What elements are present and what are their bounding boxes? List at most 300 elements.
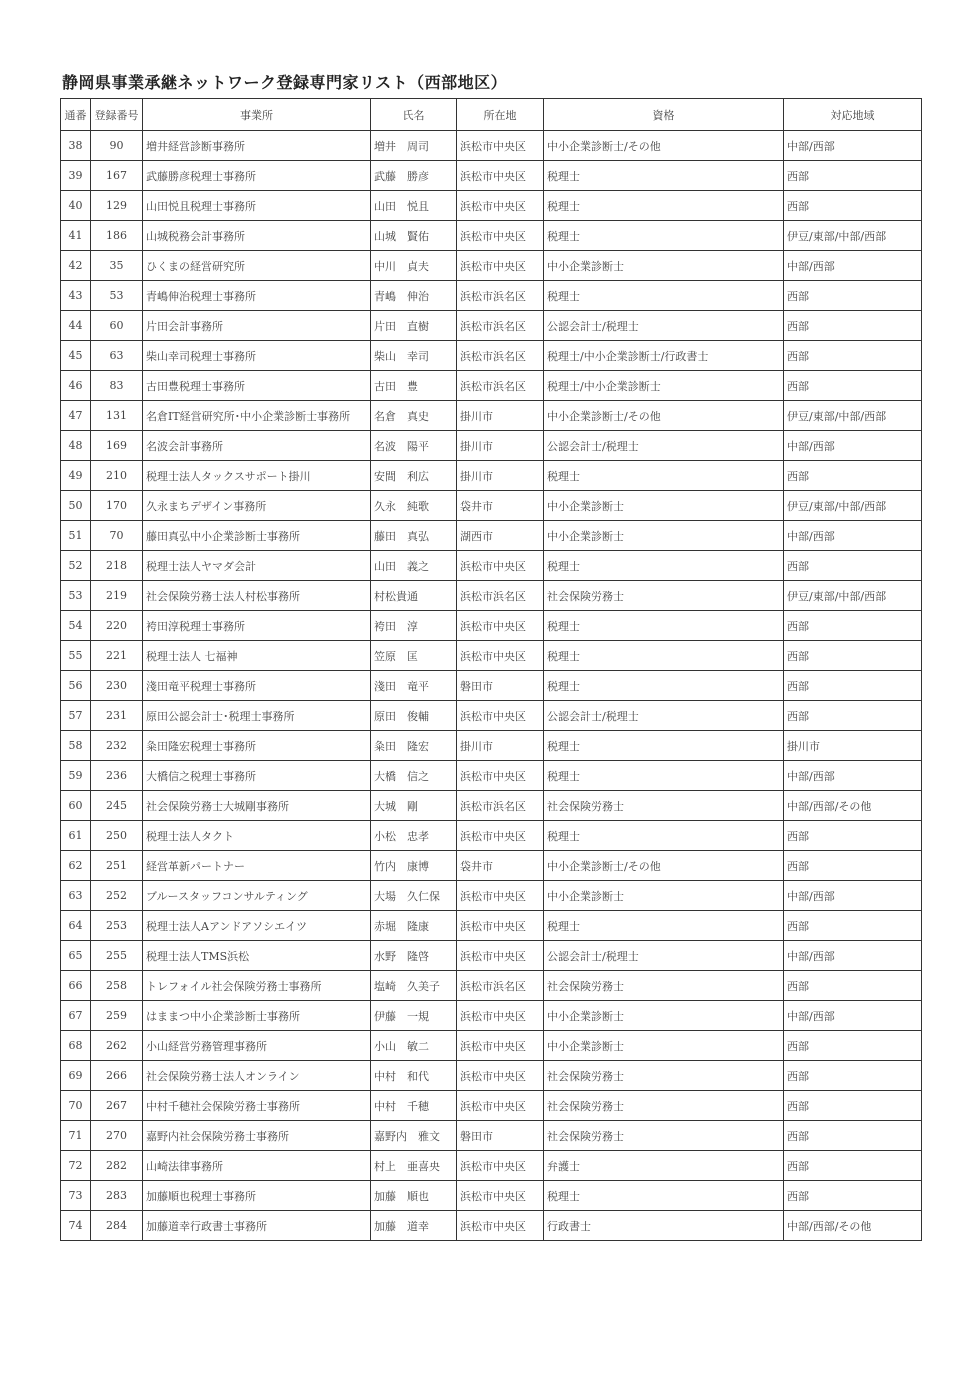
cell-office: 武藤勝彦税理士事務所 [143,161,371,191]
cell-qualification: 中小企業診断士 [544,491,784,521]
cell-location: 浜松市中央区 [457,1181,544,1211]
cell-serial: 69 [61,1061,91,1091]
cell-qualification: 中小企業診断士 [544,521,784,551]
table-row [61,281,922,311]
cell-serial: 63 [61,881,91,911]
cell-region: 中部/西部 [784,941,922,971]
cell-location: 浜松市中央区 [457,761,544,791]
cell-serial: 44 [61,311,91,341]
cell-serial: 68 [61,1031,91,1061]
cell-location: 磐田市 [457,671,544,701]
cell-serial: 51 [61,521,91,551]
table-row [61,911,922,941]
cell-office: 中村千穂社会保険労務士事務所 [143,1091,371,1121]
cell-region: 中部/西部 [784,251,922,281]
cell-name: 笠原 匡 [371,641,457,671]
cell-name: 小松 忠孝 [371,821,457,851]
cell-registration-no: 220 [91,611,143,641]
cell-office: 税理士法人タクト [143,821,371,851]
cell-region: 中部/西部 [784,1001,922,1031]
table-row [61,581,922,611]
table-row [61,341,922,371]
cell-region: 西部 [784,281,922,311]
cell-qualification: 税理士 [544,671,784,701]
cell-registration-no: 210 [91,461,143,491]
cell-office: 柴山幸司税理士事務所 [143,341,371,371]
header-serial: 通番 [61,99,91,131]
cell-registration-no: 232 [91,731,143,761]
cell-qualification: 弁護士 [544,1151,784,1181]
cell-office: 税理士法人 七福神 [143,641,371,671]
cell-registration-no: 250 [91,821,143,851]
cell-qualification: 中小企業診断士/その他 [544,851,784,881]
cell-region: 西部 [784,1121,922,1151]
cell-registration-no: 270 [91,1121,143,1151]
cell-serial: 56 [61,671,91,701]
cell-location: 浜松市中央区 [457,1091,544,1121]
cell-location: 浜松市中央区 [457,941,544,971]
cell-qualification: 税理士/中小企業診断士 [544,371,784,401]
table-row [61,671,922,701]
cell-office: 山崎法律事務所 [143,1151,371,1181]
cell-location: 浜松市浜名区 [457,791,544,821]
cell-office: 小山経営労務管理事務所 [143,1031,371,1061]
cell-name: 大城 剛 [371,791,457,821]
cell-serial: 46 [61,371,91,401]
cell-registration-no: 252 [91,881,143,911]
cell-name: 小山 敏二 [371,1031,457,1061]
table-row [61,251,922,281]
cell-registration-no: 262 [91,1031,143,1061]
cell-name: 大橋 信之 [371,761,457,791]
cell-office: 加藤道幸行政書士事務所 [143,1211,371,1241]
cell-name: 片田 直樹 [371,311,457,341]
cell-office: 税理士法人ヤマダ会計 [143,551,371,581]
cell-serial: 66 [61,971,91,1001]
cell-qualification: 社会保険労務士 [544,1061,784,1091]
cell-office: ブルースタッフコンサルティング [143,881,371,911]
cell-name: 柴山 幸司 [371,341,457,371]
cell-serial: 57 [61,701,91,731]
cell-location: 掛川市 [457,731,544,761]
cell-registration-no: 284 [91,1211,143,1241]
cell-name: 山田 義之 [371,551,457,581]
cell-office: 原田公認会計士･税理士事務所 [143,701,371,731]
cell-location: 浜松市中央区 [457,881,544,911]
cell-registration-no: 283 [91,1181,143,1211]
cell-office: 山城税務会計事務所 [143,221,371,251]
cell-registration-no: 230 [91,671,143,701]
cell-office: 片田会計事務所 [143,311,371,341]
cell-office: 淺田竜平税理士事務所 [143,671,371,701]
cell-name: 粂田 隆宏 [371,731,457,761]
cell-name: 伊藤 一規 [371,1001,457,1031]
cell-office: 山田悦且税理士事務所 [143,191,371,221]
cell-region: 西部 [784,1031,922,1061]
cell-location: 浜松市中央区 [457,131,544,161]
cell-serial: 53 [61,581,91,611]
cell-registration-no: 131 [91,401,143,431]
cell-serial: 41 [61,221,91,251]
cell-office: 名波会計事務所 [143,431,371,461]
cell-qualification: 中小企業診断士/その他 [544,131,784,161]
table-row [61,761,922,791]
cell-name: 古田 豊 [371,371,457,401]
cell-region: 西部 [784,911,922,941]
cell-registration-no: 70 [91,521,143,551]
cell-region: 西部 [784,1061,922,1091]
cell-region: 西部 [784,641,922,671]
cell-location: 浜松市中央区 [457,1061,544,1091]
cell-serial: 38 [61,131,91,161]
cell-qualification: 中小企業診断士 [544,1001,784,1031]
cell-qualification: 社会保険労務士 [544,1121,784,1151]
cell-region: 西部 [784,1151,922,1181]
cell-office: はままつ中小企業診断士事務所 [143,1001,371,1031]
cell-location: 浜松市中央区 [457,551,544,581]
cell-name: 加藤 道幸 [371,1211,457,1241]
cell-name: 中村 千穂 [371,1091,457,1121]
header-name: 氏名 [371,99,457,131]
cell-qualification: 税理士 [544,461,784,491]
cell-name: 淺田 竜平 [371,671,457,701]
cell-location: 浜松市中央区 [457,911,544,941]
cell-registration-no: 90 [91,131,143,161]
cell-qualification: 税理士 [544,1181,784,1211]
cell-serial: 39 [61,161,91,191]
cell-location: 浜松市中央区 [457,701,544,731]
cell-office: 税理士法人タックスサポート掛川 [143,461,371,491]
cell-region: 伊豆/東部/中部/西部 [784,491,922,521]
cell-serial: 48 [61,431,91,461]
cell-office: 大橋信之税理士事務所 [143,761,371,791]
header-location: 所在地 [457,99,544,131]
cell-serial: 74 [61,1211,91,1241]
cell-location: 浜松市中央区 [457,611,544,641]
cell-region: 西部 [784,701,922,731]
cell-region: 西部 [784,371,922,401]
cell-name: 中村 和代 [371,1061,457,1091]
table-row [61,311,922,341]
cell-office: 社会保険労務士法人村松事務所 [143,581,371,611]
table-row [61,221,922,251]
cell-qualification: 社会保険労務士 [544,1091,784,1121]
cell-qualification: 税理士/中小企業診断士/行政書士 [544,341,784,371]
cell-location: 浜松市浜名区 [457,581,544,611]
cell-location: 浜松市中央区 [457,251,544,281]
table-row [61,431,922,461]
cell-region: 中部/西部 [784,761,922,791]
cell-office: 増井経営診断事務所 [143,131,371,161]
cell-qualification: 税理士 [544,761,784,791]
table-row [61,551,922,581]
cell-name: 武藤 勝彦 [371,161,457,191]
header-region: 対応地域 [784,99,922,131]
cell-location: 袋井市 [457,851,544,881]
cell-office: 社会保険労務士法人オンライン [143,1061,371,1091]
cell-registration-no: 221 [91,641,143,671]
cell-region: 西部 [784,671,922,701]
cell-serial: 64 [61,911,91,941]
cell-serial: 72 [61,1151,91,1181]
cell-registration-no: 60 [91,311,143,341]
cell-name: 安間 利広 [371,461,457,491]
table-row [61,1211,922,1241]
cell-location: 浜松市中央区 [457,1001,544,1031]
cell-registration-no: 245 [91,791,143,821]
table-row [61,1031,922,1061]
cell-region: 掛川市 [784,731,922,761]
cell-registration-no: 259 [91,1001,143,1031]
cell-qualification: 中小企業診断士/その他 [544,401,784,431]
cell-location: 浜松市中央区 [457,1211,544,1241]
cell-region: 伊豆/東部/中部/西部 [784,401,922,431]
cell-registration-no: 251 [91,851,143,881]
cell-region: 西部 [784,341,922,371]
table-row [61,1151,922,1181]
cell-registration-no: 255 [91,941,143,971]
cell-serial: 67 [61,1001,91,1031]
cell-region: 西部 [784,1091,922,1121]
cell-name: 塩崎 久美子 [371,971,457,1001]
cell-office: ひくまの経営研究所 [143,251,371,281]
header-registration-no: 登録番号 [91,99,143,131]
cell-serial: 61 [61,821,91,851]
cell-serial: 62 [61,851,91,881]
cell-region: 中部/西部/その他 [784,791,922,821]
table-row [61,1061,922,1091]
cell-registration-no: 231 [91,701,143,731]
cell-registration-no: 53 [91,281,143,311]
table-row [61,641,922,671]
table-header-row [61,99,922,131]
cell-location: 掛川市 [457,461,544,491]
cell-region: 西部 [784,1181,922,1211]
header-qualification: 資格 [544,99,784,131]
cell-qualification: 税理士 [544,821,784,851]
cell-office: 袴田淳税理士事務所 [143,611,371,641]
cell-office: 加藤順也税理士事務所 [143,1181,371,1211]
cell-name: 山城 賢佑 [371,221,457,251]
cell-qualification: 税理士 [544,161,784,191]
table-row [61,491,922,521]
cell-location: 掛川市 [457,431,544,461]
cell-name: 袴田 淳 [371,611,457,641]
cell-qualification: 公認会計士/税理士 [544,941,784,971]
cell-location: 浜松市浜名区 [457,341,544,371]
cell-qualification: 行政書士 [544,1211,784,1241]
table-row [61,1001,922,1031]
cell-serial: 42 [61,251,91,281]
cell-serial: 60 [61,791,91,821]
cell-registration-no: 267 [91,1091,143,1121]
cell-region: 西部 [784,191,922,221]
cell-name: 中川 貞夫 [371,251,457,281]
cell-serial: 59 [61,761,91,791]
cell-name: 青嶋 伸治 [371,281,457,311]
table-row [61,1181,922,1211]
table-row [61,971,922,1001]
cell-location: 浜松市中央区 [457,1031,544,1061]
cell-name: 水野 隆啓 [371,941,457,971]
table-row [61,731,922,761]
cell-office: 経営革新パートナー [143,851,371,881]
cell-location: 浜松市中央区 [457,221,544,251]
cell-serial: 58 [61,731,91,761]
cell-name: 大場 久仁保 [371,881,457,911]
cell-name: 村松貴通 [371,581,457,611]
table-row [61,1091,922,1121]
cell-serial: 70 [61,1091,91,1121]
cell-qualification: 税理士 [544,611,784,641]
cell-location: 浜松市浜名区 [457,371,544,401]
cell-region: 西部 [784,161,922,191]
cell-location: 掛川市 [457,401,544,431]
cell-qualification: 税理士 [544,641,784,671]
cell-office: 税理士法人Aアンドアソシエイツ [143,911,371,941]
cell-location: 浜松市中央区 [457,1151,544,1181]
cell-name: 名倉 真史 [371,401,457,431]
cell-registration-no: 169 [91,431,143,461]
cell-qualification: 中小企業診断士 [544,881,784,911]
cell-qualification: 税理士 [544,281,784,311]
cell-location: 袋井市 [457,491,544,521]
cell-qualification: 社会保険労務士 [544,971,784,1001]
table-row [61,941,922,971]
cell-office: 社会保険労務士大城剛事務所 [143,791,371,821]
cell-region: 中部/西部/その他 [784,1211,922,1241]
cell-serial: 71 [61,1121,91,1151]
cell-qualification: 税理士 [544,731,784,761]
cell-registration-no: 186 [91,221,143,251]
cell-serial: 50 [61,491,91,521]
header-office: 事業所 [143,99,371,131]
cell-serial: 45 [61,341,91,371]
cell-region: 伊豆/東部/中部/西部 [784,581,922,611]
cell-name: 竹内 康博 [371,851,457,881]
cell-location: 浜松市中央区 [457,161,544,191]
document-title: 静岡県事業承継ネットワーク登録専門家リスト（西部地区） [62,73,508,92]
cell-qualification: 公認会計士/税理士 [544,311,784,341]
cell-office: 税理士法人TMS浜松 [143,941,371,971]
cell-registration-no: 218 [91,551,143,581]
table-row [61,881,922,911]
cell-office: 嘉野内社会保険労務士事務所 [143,1121,371,1151]
cell-serial: 49 [61,461,91,491]
table-row [61,791,922,821]
cell-name: 加藤 順也 [371,1181,457,1211]
cell-region: 中部/西部 [784,131,922,161]
cell-office: 名倉IT経営研究所･中小企業診断士事務所 [143,401,371,431]
table-row [61,191,922,221]
cell-serial: 47 [61,401,91,431]
cell-office: 古田豊税理士事務所 [143,371,371,401]
cell-qualification: 中小企業診断士 [544,1031,784,1061]
table-row [61,521,922,551]
cell-region: 西部 [784,611,922,641]
cell-region: 西部 [784,311,922,341]
cell-serial: 65 [61,941,91,971]
cell-registration-no: 219 [91,581,143,611]
cell-location: 浜松市中央区 [457,191,544,221]
cell-registration-no: 83 [91,371,143,401]
cell-name: 山田 悦且 [371,191,457,221]
cell-name: 嘉野内 雅文 [371,1121,457,1151]
cell-registration-no: 129 [91,191,143,221]
table-row [61,161,922,191]
cell-registration-no: 282 [91,1151,143,1181]
cell-registration-no: 236 [91,761,143,791]
cell-office: 藤田真弘中小企業診断士事務所 [143,521,371,551]
cell-office: 青嶋伸治税理士事務所 [143,281,371,311]
cell-region: 中部/西部 [784,521,922,551]
cell-serial: 52 [61,551,91,581]
cell-qualification: 公認会計士/税理士 [544,701,784,731]
table-row [61,131,922,161]
table-row [61,1121,922,1151]
cell-name: 村上 亜喜央 [371,1151,457,1181]
cell-serial: 55 [61,641,91,671]
cell-name: 増井 周司 [371,131,457,161]
cell-region: 伊豆/東部/中部/西部 [784,221,922,251]
cell-registration-no: 170 [91,491,143,521]
cell-qualification: 税理士 [544,911,784,941]
table-row [61,851,922,881]
cell-registration-no: 253 [91,911,143,941]
cell-location: 磐田市 [457,1121,544,1151]
expert-list-table [60,98,922,1241]
cell-name: 久永 純歌 [371,491,457,521]
cell-qualification: 税理士 [544,221,784,251]
cell-name: 原田 俊輔 [371,701,457,731]
cell-region: 中部/西部 [784,881,922,911]
table-row [61,401,922,431]
cell-serial: 40 [61,191,91,221]
cell-location: 浜松市浜名区 [457,311,544,341]
cell-office: 久永まちデザイン事務所 [143,491,371,521]
cell-registration-no: 35 [91,251,143,281]
cell-serial: 43 [61,281,91,311]
cell-serial: 73 [61,1181,91,1211]
cell-qualification: 税理士 [544,551,784,581]
cell-qualification: 税理士 [544,191,784,221]
cell-location: 湖西市 [457,521,544,551]
cell-region: 西部 [784,851,922,881]
table-row [61,461,922,491]
cell-region: 西部 [784,551,922,581]
table-row [61,701,922,731]
cell-registration-no: 258 [91,971,143,1001]
cell-name: 名波 陽平 [371,431,457,461]
cell-qualification: 社会保険労務士 [544,581,784,611]
cell-name: 藤田 真弘 [371,521,457,551]
cell-location: 浜松市中央区 [457,821,544,851]
cell-registration-no: 63 [91,341,143,371]
cell-location: 浜松市浜名区 [457,281,544,311]
cell-registration-no: 167 [91,161,143,191]
cell-qualification: 中小企業診断士 [544,251,784,281]
cell-region: 西部 [784,971,922,1001]
table-row [61,821,922,851]
cell-office: トレフォイル社会保険労務士事務所 [143,971,371,1001]
cell-location: 浜松市中央区 [457,641,544,671]
cell-serial: 54 [61,611,91,641]
cell-qualification: 公認会計士/税理士 [544,431,784,461]
cell-location: 浜松市浜名区 [457,971,544,1001]
cell-region: 中部/西部 [784,431,922,461]
cell-office: 粂田隆宏税理士事務所 [143,731,371,761]
table-row [61,611,922,641]
